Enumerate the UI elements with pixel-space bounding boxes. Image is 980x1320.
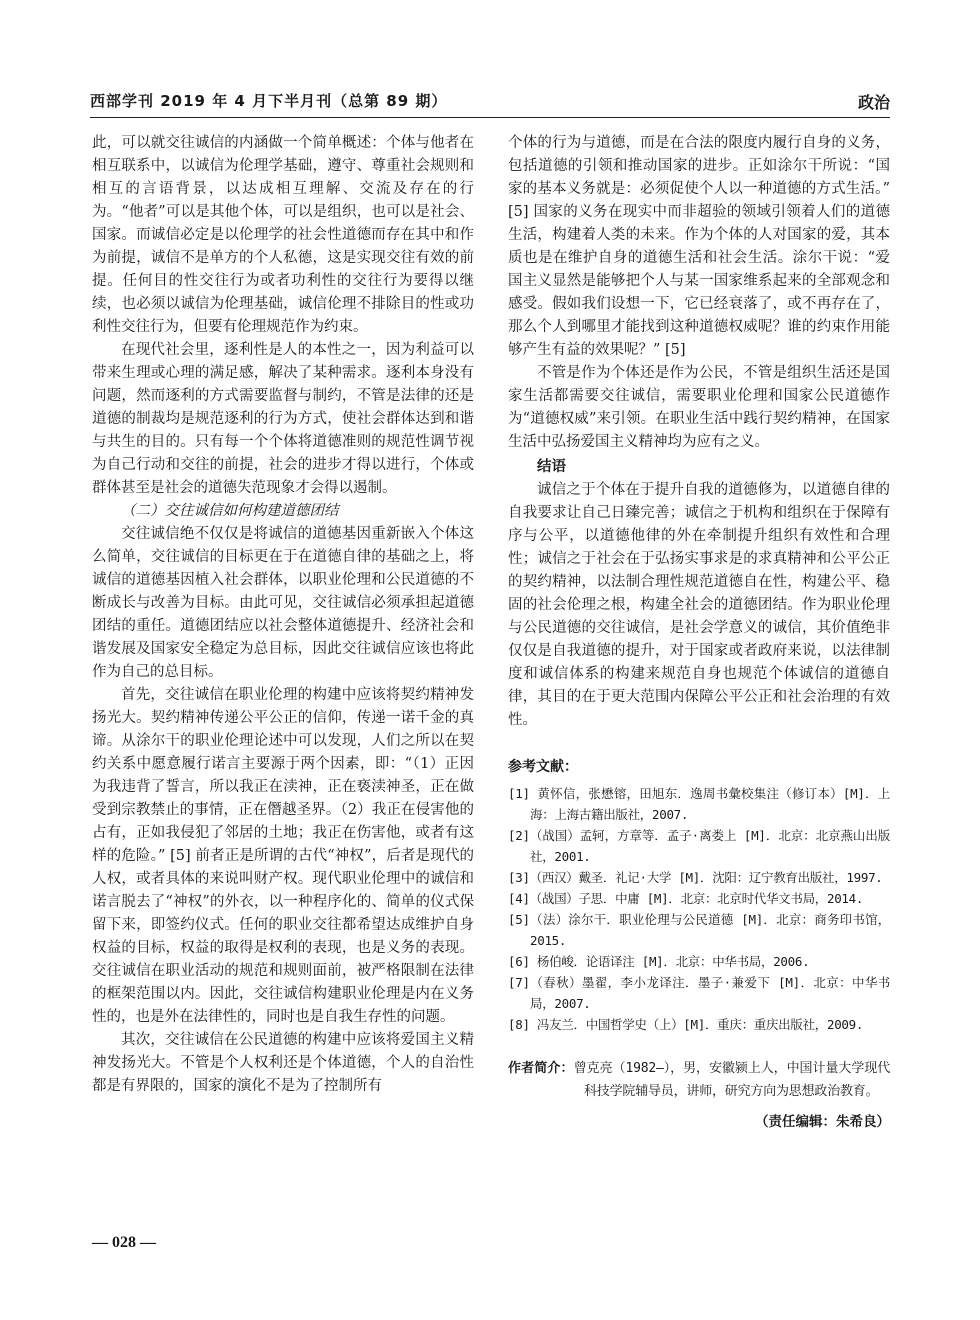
paragraph: 此，可以就交往诚信的内涵做一个简单概述：个体与他者在相互联系中，以诚信为伦理学基础，遵守、尊重社会规则和相互的言语背景，以达成相互理解、交流及存在的行为。“他者”可以是其他个体，可以是组织，也可以是社会、国家。而诚信必定是以伦理学的社会性道德而存在其中和作为前提，诚信不是单方的个人私德，这是实现交往有效的前提。任何目的性交往行为或者功利性的交往行为要得以继续，也必须以诚信为伦理基础，诚信伦理不排除目的性或功利性交往行为，但要有伦理规范作为约束。	[92, 135, 474, 335]
paragraph: 其次，交往诚信在公民道德的构建中应该将爱国主义精神发扬光大。不管是个人权利还是个体道德，个人的自治性都是有界限的，国家的演化不是为了控制所有	[92, 1032, 474, 1094]
references-heading: 参考文献：	[508, 759, 578, 775]
left-column	[92, 132, 474, 1098]
reference-item: [8] 冯友兰．中国哲学史（上）[M]．重庆：重庆出版社，2009.	[508, 1017, 864, 1032]
header-rule	[90, 117, 890, 118]
section-label: 政治	[857, 93, 890, 112]
reference-item: [5]（法）涂尔干．职业伦理与公民道德 [M]．北京：商务印书馆，2015.	[508, 912, 890, 948]
author-bio	[508, 1057, 890, 1103]
reference-item: [1] 黄怀信，张懋镕，田旭东．逸周书彙校集注（修订本）[M]．上海：上海古籍出版社，2007.	[508, 786, 890, 822]
paragraph: 首先，交往诚信在职业伦理的构建中应该将契约精神发扬光大。契约精神传递公平公正的信仰，传递一诺千金的真谛。从涂尔干的职业伦理论述中可以发现，人们之所以在契约关系中愿意履行诺言主要源于两个因素，即：“（1）正因为我违背了誓言，所以我正在渎神，正在亵渎神圣，正在做受到宗教禁止的事情，正在僭越圣界。（2）我正在侵害他的占有，正如我侵犯了邻居的土地；我正在伤害他，或者有这样的危险。” [5] 前者正是所谓的古代“神权”，后者是现代的人权，或者具体的来说叫财产权。现代职业伦理中的诚信和诺言脱去了“神权”的外衣，以一种程序化的、简单的仪式保留下来，即签约仪式。任何的职业交往都希望达成维护自身权益的目标，权益的取得是权利的表现，也是义务的表现。交往诚信在职业活动的规范和规则面前，被严格限制在法律的框架范围以内。因此，交往诚信构建职业伦理是内在义务性的，也是外在法律性的，同时也是自我生存性的问题。	[92, 687, 474, 1025]
references-list	[508, 783, 890, 1035]
right-column	[508, 132, 890, 1134]
journal-title: 西部学刊 2019 年 4 月下半月刊（总第 89 期）	[90, 92, 448, 110]
paragraph: 个体的行为与道德，而是在合法的限度内履行自身的义务，包括道德的引领和推动国家的进步。正如涂尔干所说：“国家的基本义务就是：必须促使个人以一种道德的方式生活。” [5] 国家的义务在现实中而非超验的领域引领着人们的道德生活，构建着人类的未来。作为个体的人对国家的爱，其本质也是在维护自身的道德生活和社会生活。涂尔干说：“爱国主义显然是能够把个人与某一国家维系起来的全部观念和感受。假如我们设想一下，它已经衰落了，或不再存在了，那么个人到哪里才能找到这种道德权威呢？谁的约束作用能够产生有益的效果呢？” [5]	[508, 135, 890, 358]
running-header	[90, 90, 890, 116]
author-bio-text: 曾克亮（1982—），男，安徽颍上人，中国计量大学现代科技学院辅导员，讲师，研究方向为思想政治教育。	[573, 1061, 890, 1099]
conclusion-heading: 结语	[537, 459, 566, 475]
page-number: — 028 —	[92, 1234, 156, 1251]
reference-item: [4]（战国）子思．中庸 [M]．北京：北京时代华文书局，2014.	[508, 891, 864, 906]
paragraph: 不管是作为个体还是作为公民，不管是组织生活还是国家生活都需要交往诚信，需要职业伦理和国家公民道德作为“道德权威”来引领。在职业生活中践行契约精神，在国家生活中弘扬爱国主义精神均为应有之义。	[508, 365, 890, 450]
paragraph: 诚信之于个体在于提升自我的道德修为，以道德自律的自我要求让自己日臻完善；诚信之于机构和组织在于保障有序与公平，以道德他律的外在牵制提升组织有效性和合理性；诚信之于社会在于弘扬实事求是的求真精神和公平公正的契约精神，以法制合理性规范道德自在性，构建公平、稳固的社会伦理之根，构建全社会的道德团结。作为职业伦理与公民道德的交往诚信，是社会学意义的诚信，其价值绝非仅仅是自我道德的提升，对于国家或者政府来说，以法律制度和诚信体系的构建来规范自身也规范个体诚信的道德自律，其目的在于更大范围内保障公平公正和社会治理的有效性。	[508, 482, 890, 728]
paragraph: 在现代社会里，逐利性是人的本性之一，因为利益可以带来生理或心理的满足感，解决了某种需求。逐利本身没有问题，然而逐利的方式需要监督与制约，不管是法律的还是道德的制裁均是规范逐利的行为方式，使社会群体达到和谐与共生的目的。只有每一个个体将道德准则的规范性调节视为自己行动和交往的前提，社会的进步才得以进行，个体或群体甚至是社会的道德失范现象才会得以遏制。	[92, 342, 474, 496]
reference-item: [3]（西汉）戴圣．礼记·大学 [M]．沈阳：辽宁教育出版社，1997.	[508, 870, 883, 885]
section-heading: （二）交往诚信如何构建道德团结	[121, 503, 339, 519]
responsible-editor: （责任编辑：朱希良）	[755, 1114, 890, 1130]
reference-item: [7]（春秋）墨翟，李小龙译注．墨子·兼爱下 [M]．北京：中华书局，2007.	[508, 975, 890, 1011]
author-bio-label: 作者简介：	[508, 1061, 574, 1076]
reference-item: [2]（战国）孟轲，方章等．孟子·离娄上 [M]．北京：北京燕山出版社，2001.	[508, 828, 890, 864]
paragraph: 交往诚信绝不仅仅是将诚信的道德基因重新嵌入个体这么简单，交往诚信的目标更在于在道德自律的基础之上，将诚信的道德基因植入社会群体，以职业伦理和公民道德的不断成长与改善为目标。由此可见，交往诚信必须承担起道德团结的重任。道德团结应以社会整体道德提升、经济社会和谐发展及国家安全稳定为总目标，因此交往诚信应该也将此作为自己的总目标。	[92, 526, 474, 680]
reference-item: [6] 杨伯峻．论语译注 [M]．北京：中华书局，2006.	[508, 954, 810, 969]
